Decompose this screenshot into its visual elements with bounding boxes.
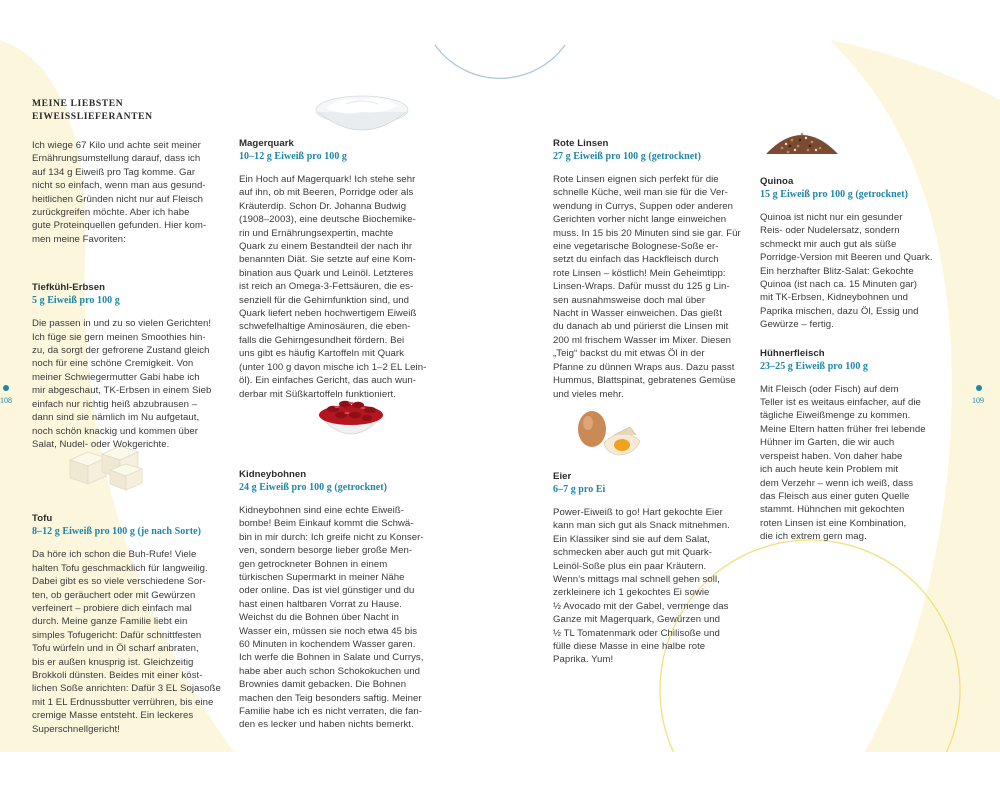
eggs-text: Power-Eiweiß to go! Hart gekochte Eier kann man sich gut als Snack mitnehmen. Ein Klassiker sind sie auf dem Salat, schmecken aber auch gut mit Quark- Leinöl-Soße plus ein paar Kräutern. Wenn’s mittags mal schnell gehen soll, zerkleinere ich 1 gekochtes Ei sowie ½ Avocado mit der Gabel, vermenge das Ganze mit Magerquark, Gewürzen und ½ TL Tomatenmark oder Chilisoße und fülle diese Masse in eine halbe rote Paprika. Yum! [553, 506, 730, 666]
column-middle-left [239, 138, 439, 732]
column-right [760, 176, 960, 544]
quark-protein: 10–12 g Eiweiß pro 100 g [239, 151, 347, 162]
chicken-title: Hühnerfleisch [760, 347, 825, 359]
peas-title: Tiefkühl-Erbsen [32, 282, 106, 294]
chicken-text: Mit Fleisch (oder Fisch) auf dem Teller ist es weitaus einfacher, auf die tägliche Eiweißmenge zu kommen. Meine Eltern hatten früher frei lebende Hühner im Garten, die wir auch verspeist haben. Von daher habe ich auch heute kein Problem mit dem Verzehr – wenn ich weiß, dass das Fleisch aus einer guten Quelle stammt. Hühnchen mit gekochten roten Linsen ist eine Kombination, die ich extrem gern mag. [760, 383, 926, 543]
column-middle-right [553, 138, 753, 667]
quinoa-text: Quinoa ist nicht nur ein gesunder Reis- oder Nudelersatz, sondern schmeckt mir auch gut als süße Porridge-Version mit Beeren und Quark. Ein herzhafter Blitz-Salat: Gekochte Quinoa (ist nach ca. 15 Minuten gar) mit TK-Erbsen, Kidneybohnen und Paprika mischen, dazu Öl, Essig und Gewürze – fertig. [760, 212, 933, 331]
pile-of-quinoa-image [762, 120, 842, 160]
top-blue-arc [435, 45, 565, 78]
page-dot-left [3, 385, 9, 391]
bowl-of-quark-image [312, 92, 412, 144]
eggs-title: Eier [553, 470, 572, 482]
quinoa-title: Quinoa [760, 176, 794, 187]
intro-text: Ich wiege 67 Kilo und achte seit meiner Ernährungsumstellung darauf, dass ich auf 134 g Eiweiß pro Tag komme. Gar nicht so einfach, wenn man aus gesund- heitlichen Gründen nicht nur auf Fleisch zurückgreifen möchte. Aber ich habe gute Proteinquellen gefunden. Hier kom- men meine Favoriten: [32, 140, 207, 245]
lentils-title: Rote Linsen [553, 138, 609, 149]
tofu-title: Tofu [32, 513, 53, 525]
quark-text: Ein Hoch auf Magerquark! Ich stehe sehr auf ihn, ob mit Beeren, Porridge oder als Kräuterdip. Schon Dr. Johanna Budwig (1908–2003), eine deutsche Biochemike- rin und Ernährungsexpertin, machte Quark zu einem Bestandteil der nach ihr benannten Diät. Sie setzte auf eine Kom- bination aus Quark und Leinöl. Letzteres ist reich an Omega-3-Fettsäuren, die es- senziell für die Gehirnfunktion sind, und Quark liefert neben hochwertigem Eiweiß schwefelhaltige Aminosäuren, die eben- falls die Gehirngesundheit fördern. Bei uns gibt es häufig Kartoffeln mit Quark (unter 100 g davon mische ich 1–2 EL Lein- öl). Ein einfaches Gericht, das auch wun- derbar mit Süßkartoffeln funktioniert. [239, 174, 427, 400]
tofu-text: Da höre ich schon die Buh-Rufe! Viele halten Tofu geschmacklich für langweilig. Dabei gibt es so viele verschiedene Sor- ten, ob geräuchert oder mit Gewürzen verfeinert – probiere dich einfach mal durch. Meine ganze Familie liebt ein simples Tofugericht: Dafür schnittfesten Tofu würfeln und in Öl scharf anbraten, bis er außen knusprig ist. Gleichzeitig Brokkoli dünsten. Beides mit einer köst- lichen Soße anrichten: Dafür 3 EL Sojasoße mit 1 EL Erdnussbutter verrühren, bis eine cremige Masse entsteht. Ein leckeres Superschnellgericht! [32, 549, 221, 735]
eggs-protein: 6–7 g pro Ei [553, 483, 606, 495]
peas-text: Die passen in und zu so vielen Gerichten! Ich füge sie gern meinen Smoothies hin- zu, da sorgt der gefrorene Zustand gleich noch für eine schöne Cremigkeit. Von meiner Schwiegermutter Gabi habe ich mir abgeschaut, TK-Erbsen in einem Sieb einfach nur richtig heiß abzubrausen – dann sind sie nämlich im Nu aufgetaut, noch schön knackig und kommen über Salat, Nudel- oder Wokgerichte. [32, 318, 212, 450]
intro-heading: MEINE LIEBSTEN EIWEISSLIEFERANTEN [32, 98, 153, 122]
beans-protein: 24 g Eiweiß pro 100 g (getrocknet) [239, 481, 387, 493]
page-dot-right [976, 385, 982, 391]
beans-text: Kidneybohnen sind eine echte Eiweiß- bombe! Beim Einkauf kommt die Schwä- bin in mir durch: Ich greife nicht zu Konser- ven, sondern besorge lieber große Men- gen getrockneter Bohnen in einem türkischen Supermarkt in meiner Nähe oder online. Das ist viel günstiger und du hast einen haltbaren Vorrat zu Hause. Weichst du die Bohnen über Nacht in Wasser ein, müssen sie noch etwa 45 bis 60 Minuten in kochendem Wasser garen. Ich werfe die Bohnen in Salate und Currys, habe aber auch schon Schokokuchen und Brownies damit gebacken. Die Bohnen machen den Teig besonders saftig. Meiner Familie habe ich es nicht verraten, die fan- den es lecker und haben nichts bemerkt. [239, 504, 424, 731]
quark-title: Magerquark [239, 138, 294, 149]
lentils-text: Rote Linsen eignen sich perfekt für die schnelle Küche, weil man sie für die Ver- wendung in Currys, Suppen oder anderen Gerichten vorher nicht lange einweichen muss. In 15 bis 20 Minuten sind sie gar. Für eine vegetarische Bolognese-Soße er- setzt du einfach das Hackfleisch durch rote Linsen – köstlich! Mein Geheimtipp: Linsen-Wraps. Dafür musst du 125 g Lin- sen ausnahmsweise doch mal über Nacht in Wasser einweichen. Das gießt du danach ab und pürierst die Linsen mit 200 ml frischem Wasser im Mixer. Diesen „Teig“ backst du mit etwas Öl in der Pfanne zu dünnen Wraps aus. Dazu passt Hummus, Blattspinat, gebratenes Gemüse und vieles mehr. [553, 174, 741, 400]
page-number-right: 109 [972, 396, 984, 405]
column-left [32, 97, 232, 736]
quinoa-protein: 15 g Eiweiß pro 100 g (getrocknet) [760, 189, 908, 200]
chicken-protein: 23–25 g Eiweiß pro 100 g [760, 360, 868, 372]
bottom-band [0, 752, 1000, 800]
tofu-protein: 8–12 g Eiweiß pro 100 g (je nach Sorte) [32, 526, 201, 538]
peas-protein: 5 g Eiweiß pro 100 g [32, 295, 120, 307]
lentils-protein: 27 g Eiweiß pro 100 g (getrocknet) [553, 151, 701, 162]
page-number-left: 108 [0, 396, 12, 405]
beans-title: Kidneybohnen [239, 468, 307, 480]
